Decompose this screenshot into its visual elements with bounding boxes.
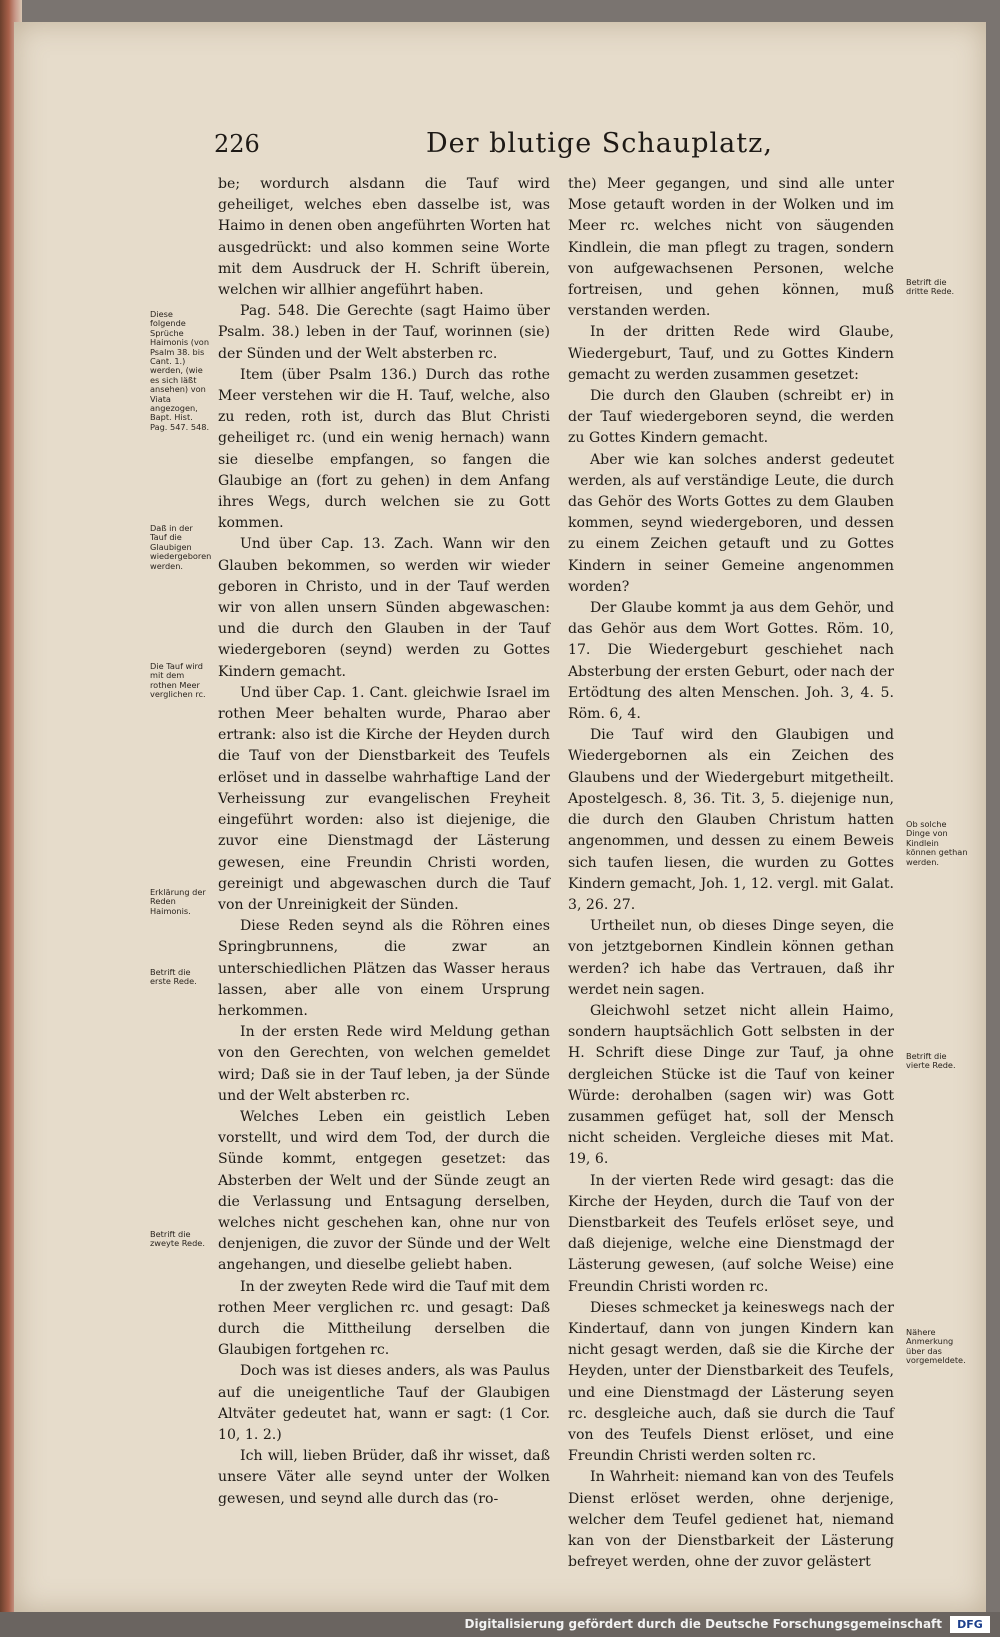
paragraph: In der zweyten Rede wird die Tauf mit dem rothen Meer verglichen rc. und gesagt: Daß durch die Mittheilung derselben die Glaubigen fortgehen rc. xyxy=(218,1278,550,1359)
left-text-column xyxy=(218,174,550,1510)
paragraph: Diese Reden seynd als die Röhren eines Springbrunnens, die zwar an unterschiedlichen Plätzen das Wasser heraus lassen, aber alle von einem Ursprung herkommen. xyxy=(218,918,550,1019)
paragraph: Die durch den Glauben (schreibt er) in der Tauf wiedergeboren seynd, die werden zu Gottes Kindern gemacht. xyxy=(568,388,894,447)
marginal-note: Nähere Anmerkung über das vorgemeldete. xyxy=(906,1327,966,1366)
marginal-note: Diese folgende Sprüche Haimonis (von Psalm 38. bis Cant. 1.) werden, (wie es sich läßt ansehen) von Viata angezogen, Bapt. Hist. Pag. 547. 548. xyxy=(150,309,210,432)
paragraph: Welches Leben ein geistlich Leben vorstellt, und wird dem Tod, der durch die Sünde kommt, entgegen gesetzet: das Absterben der Welt und der Sünde zeugt an die Verlassung und Entsagung derselben, welches nicht geschehen kan, ohne nur von denjenigen, die zuvor der Sünde und der Welt angehangen, und dieselbe geliebt haben. xyxy=(218,1108,550,1274)
marginal-note: Betrift die erste Rede. xyxy=(150,967,197,987)
marginal-note: Erklärung der Reden Haimonis. xyxy=(150,887,206,916)
paragraph: Aber wie kan solches anderst gedeutet werden, als auf verständige Leute, die durch das Gehör des Worts Gottes zu dem Glauben kommen, seynd wiedergeboren, und dessen zu einem Zeichen getauft und zu Gottes Kindern in seiner Gemeine angenommen worden? xyxy=(568,451,894,595)
marginal-note: Die Tauf wird mit dem rothen Meer verglichen rc. xyxy=(150,661,206,700)
paragraph: Und über Cap. 13. Zach. Wann wir den Glauben bekommen, so werden wir wieder geboren in Christo, und in der Tauf werden wir von allen unsern Sünden abgewaschen: und die durch den Glauben in der Tauf wiedergeboren (seynd) werden zu Gottes Kindern gemacht. xyxy=(218,536,550,680)
paragraph: Doch was ist dieses anders, als was Paulus auf die uneigentliche Tauf der Glaubigen Altväter gedeutet hat, wann er sagt: (1 Cor. 10, 1. 2.) xyxy=(218,1363,550,1443)
marginal-note: Daß in der Tauf die Glaubigen wiedergeboren werden. xyxy=(150,523,212,571)
running-title: Der blutige Schauplatz, xyxy=(426,128,773,159)
paragraph: Ich will, lieben Brüder, daß ihr wisset, daß unsere Väter alle seynd unter der Wolken gewesen, und seynd alle durch das (ro- xyxy=(218,1448,550,1507)
paragraph: be; wordurch alsdann die Tauf wird geheiliget, welches eben dasselbe ist, was Haimo in denen oben angeführten Worten hat ausgedrückt: und also kommen seine Worte mit dem Ausdruck der H. Schrift überein, welchen wir allhier angeführt haben. xyxy=(218,176,550,299)
paragraph: In der dritten Rede wird Glaube, Wiedergeburt, Tauf, und zu Gottes Kindern gemacht zu werden zusammen gesetzet: xyxy=(568,324,894,383)
page-number: 226 xyxy=(214,130,260,158)
marginal-note: Ob solche Dinge von Kindlein können gethan werden. xyxy=(906,819,968,867)
dfg-logo-icon: DFG xyxy=(950,1616,990,1633)
paragraph: In Wahrheit: niemand kan von des Teufels Dienst erlöset werden, ohne derjenige, welcher dem Teufel gedienet hat, niemand kan von der Dienstbarkeit der Lästerung befreyet werden, ohne der zuvor gelästert xyxy=(568,1469,894,1571)
marginal-note: Betrift die zweyte Rede. xyxy=(150,1229,205,1249)
right-text-column xyxy=(568,174,894,1573)
paragraph: Urtheilet nun, ob dieses Dinge seyen, die von jetztgebornen Kindlein können gethan werden? ich habe das Vertrauen, daß ihr werdet nein sagen. xyxy=(568,918,894,998)
paragraph: In der vierten Rede wird gesagt: das die Kirche der Heyden, durch die Tauf von der Dienstbarkeit des Teufels erlöset seye, und daß diejenige, welche eine Dienstmagd der Lästerung gewesen, (auf solche Weise) eine Freundin Christi worden rc. xyxy=(568,1172,894,1295)
paragraph: In der ersten Rede wird Meldung gethan von den Gerechten, von welchen gemeldet wird; Daß sie in der Tauf leben, ja der Sünde und der Welt absterben rc. xyxy=(218,1024,550,1104)
marginal-note: Betrift die dritte Rede. xyxy=(906,277,955,297)
page-header xyxy=(214,126,926,166)
paragraph: Item (über Psalm 136.) Durch das rothe Meer verstehen wir die H. Tauf, welche, also zu reden, roth ist, durch das Blut Christi geheiliget rc. (und ein wenig hernach) wann sie dieselbe empfangen, so fangen die Glaubige an (fort zu gehen) in dem Anfang ihres Wegs, durch welchen sie zu Gott kommen. xyxy=(218,366,550,532)
footer-credit: Digitalisierung gefördert durch die Deutsche Forschungsgemeinschaft xyxy=(464,1617,942,1631)
paragraph: Pag. 548. Die Gerechte (sagt Haimo über Psalm. 38.) leben in der Tauf, worinnen (sie) der Sünden und der Welt absterben rc. xyxy=(218,303,550,362)
digitization-footer xyxy=(0,1612,1000,1637)
marginal-note: Betrift die vierte Rede. xyxy=(906,1051,956,1071)
book-page xyxy=(14,22,986,1612)
paragraph: Der Glaube kommt ja aus dem Gehör, und das Gehör aus dem Wort Gottes. Röm. 10, 17. Die Wiedergeburt geschiehet nach Absterbung der ersten Geburt, oder nach der Ertödtung des alten Menschen. Joh. 3, 4. 5. Röm. 6, 4. xyxy=(568,600,894,723)
paragraph: Dieses schmecket ja keineswegs nach der Kindertauf, dann von jungen Kindern kan nicht gesagt werden, daß sie die Kirche der Heyden, unter der Dienstbarkeit des Teufels, und eine Dienstmagd der Lästerung seyen rc. desgleiche auch, daß sie durch die Tauf von des Teufels Dienst erlöset, und eine Freundin Christi werden solten rc. xyxy=(568,1299,894,1465)
paragraph: Gleichwohl setzet nicht allein Haimo, sondern hauptsächlich Gott selbsten in der H. Schrift diese Dinge zur Tauf, ja ohne dergleichen Stücke ist die Tauf von keiner Würde: derohalben (sagen wir) was Gott zusammen gefüget hat, soll der Mensch nicht scheiden. Vergleiche dieses mit Mat. 19, 6. xyxy=(568,1002,894,1168)
paragraph: Und über Cap. 1. Cant. gleichwie Israel im rothen Meer behalten wurde, Pharao aber ertrank: also ist die Kirche der Heyden durch die Tauf von der Dienstbarkeit des Teufels erlöset und in dasselbe wahrhaftige Land der Verheissung zur evangelischen Freyheit eingeführt worden: also ist diejenige, die zuvor eine Dienstmagd der Lästerung gewesen, eine Freundin Christi worden, gereinigt und abgewaschen durch die Tauf von der Unreinigkeit der Sünden. xyxy=(218,684,550,913)
paragraph: Die Tauf wird den Glaubigen und Wiedergebornen als ein Zeichen des Glaubens und der Wiedergeburt mitgetheilt. Apostelgesch. 8, 36. Tit. 3, 5. diejenige nun, die durch den Glauben Christum hatten angenommen, und dessen zu einem Beweis sich taufen liesen, die wurden zu Gottes Kindern gemacht, Joh. 1, 12. vergl. mit Galat. 3, 26. 27. xyxy=(568,727,894,913)
paragraph: the) Meer gegangen, und sind alle unter Mose getauft worden in der Wolken und im Meer rc. welches nicht von säugenden Kindlein, die man pflegt zu tragen, sondern von aufgewachsenen Personen, welche fortreisen, und gehen können, muß verstanden werden. xyxy=(568,176,894,320)
